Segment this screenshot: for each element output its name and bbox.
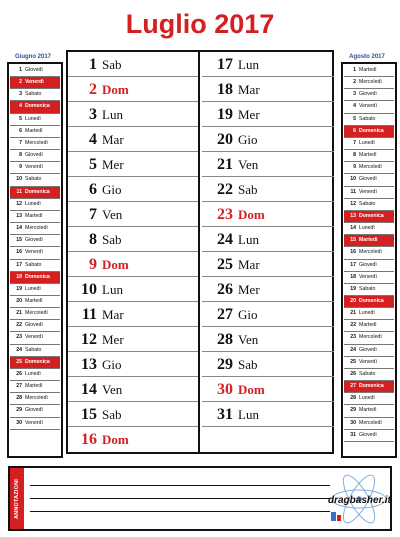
prev-month-calendar bbox=[7, 62, 63, 458]
day-cell bbox=[202, 77, 334, 102]
day-name: Mercoledì bbox=[359, 79, 382, 86]
day-row bbox=[344, 65, 394, 77]
day-name: Dom bbox=[102, 82, 129, 97]
day-row bbox=[10, 235, 60, 247]
logo bbox=[328, 470, 390, 528]
day-cell bbox=[68, 102, 198, 127]
day-number: 13 bbox=[16, 212, 22, 219]
day-name: Sabato bbox=[25, 176, 42, 183]
day-row bbox=[10, 199, 60, 211]
day-row bbox=[10, 247, 60, 259]
day-name: Mercoledì bbox=[359, 164, 382, 171]
day-name: Domenica bbox=[25, 103, 50, 110]
day-number: 4 bbox=[353, 103, 356, 110]
day-row bbox=[10, 308, 60, 320]
day-row bbox=[10, 418, 60, 430]
day-name: Domenica bbox=[25, 358, 50, 365]
day-number: 29 bbox=[217, 356, 233, 373]
day-number: 21 bbox=[16, 310, 22, 317]
day-number: 3 bbox=[353, 91, 356, 98]
day-number: 9 bbox=[353, 164, 356, 171]
day-name: Mer bbox=[102, 157, 124, 172]
day-number: 7 bbox=[353, 139, 356, 146]
day-row bbox=[344, 174, 394, 186]
day-row bbox=[10, 162, 60, 174]
day-name: Giovedì bbox=[25, 152, 43, 159]
day-number: 23 bbox=[350, 334, 356, 341]
day-name: Venerdì bbox=[25, 419, 43, 426]
holiday-row bbox=[10, 101, 60, 113]
day-number: 6 bbox=[89, 181, 97, 198]
holiday-row bbox=[10, 357, 60, 369]
day-number: 13 bbox=[350, 212, 356, 219]
day-name: Sabato bbox=[25, 346, 42, 353]
day-number: 28 bbox=[217, 331, 233, 348]
day-cell bbox=[68, 352, 198, 377]
day-name: Sab bbox=[102, 57, 122, 72]
day-name: Giovedì bbox=[25, 237, 43, 244]
next-month-title: Agosto 2017 bbox=[349, 54, 385, 60]
day-name: Domenica bbox=[25, 273, 50, 280]
day-row bbox=[10, 126, 60, 138]
day-number: 10 bbox=[81, 281, 97, 298]
day-number: 3 bbox=[89, 106, 97, 123]
day-number: 25 bbox=[350, 358, 356, 365]
day-number: 19 bbox=[350, 285, 356, 292]
day-name: Venerdì bbox=[25, 334, 43, 341]
day-name: Martedì bbox=[359, 407, 377, 414]
day-row bbox=[10, 284, 60, 296]
day-cell bbox=[68, 277, 198, 302]
day-number: 23 bbox=[16, 334, 22, 341]
day-cell bbox=[68, 302, 198, 327]
day-row bbox=[344, 260, 394, 272]
day-number: 5 bbox=[353, 115, 356, 122]
day-row bbox=[10, 332, 60, 344]
month-column-right bbox=[202, 52, 334, 452]
day-name: Ven bbox=[102, 207, 123, 222]
day-name: Lun bbox=[102, 282, 123, 297]
day-number: 22 bbox=[350, 322, 356, 329]
day-number: 30 bbox=[350, 419, 356, 426]
day-row bbox=[344, 162, 394, 174]
day-row bbox=[344, 405, 394, 417]
day-number: 28 bbox=[16, 395, 22, 402]
day-row bbox=[344, 138, 394, 150]
day-row bbox=[10, 174, 60, 186]
day-number: 3 bbox=[19, 91, 22, 98]
day-name: Lunedì bbox=[25, 200, 41, 207]
day-number: 14 bbox=[16, 225, 22, 232]
day-name: Sab bbox=[102, 232, 122, 247]
day-number: 16 bbox=[81, 431, 97, 448]
day-name: Lunedì bbox=[25, 285, 41, 292]
day-name: Gio bbox=[102, 357, 122, 372]
holiday-row bbox=[344, 235, 394, 247]
holiday-row bbox=[344, 126, 394, 138]
day-name: Lunedì bbox=[25, 370, 41, 377]
holiday-row bbox=[344, 211, 394, 223]
day-number: 10 bbox=[350, 176, 356, 183]
day-number: 4 bbox=[89, 131, 97, 148]
day-number: 26 bbox=[16, 370, 22, 377]
day-name: Martedì bbox=[25, 383, 43, 390]
day-number: 16 bbox=[350, 249, 356, 256]
day-name: Venerdì bbox=[359, 273, 377, 280]
note-line[interactable] bbox=[30, 485, 330, 486]
day-number: 18 bbox=[350, 273, 356, 280]
note-line[interactable] bbox=[30, 498, 330, 499]
day-name: Sabato bbox=[25, 261, 42, 268]
day-number: 30 bbox=[217, 381, 233, 398]
day-cell bbox=[202, 327, 334, 352]
day-name: Mar bbox=[238, 257, 260, 272]
day-number: 22 bbox=[217, 181, 233, 198]
day-row bbox=[10, 381, 60, 393]
day-name: Giovedì bbox=[359, 91, 377, 98]
day-name: Mer bbox=[238, 282, 260, 297]
day-number: 8 bbox=[19, 152, 22, 159]
day-row bbox=[10, 320, 60, 332]
holiday-row bbox=[344, 296, 394, 308]
day-number: 28 bbox=[350, 395, 356, 402]
day-name: Lun bbox=[238, 57, 259, 72]
day-cell bbox=[202, 252, 334, 277]
day-number: 11 bbox=[350, 188, 356, 195]
prev-month-title: Giugno 2017 bbox=[14, 54, 51, 60]
day-number: 7 bbox=[89, 206, 97, 223]
day-name: Domenica bbox=[359, 383, 384, 390]
day-number: 23 bbox=[217, 206, 233, 223]
day-name: Venerdì bbox=[25, 164, 43, 171]
day-name: Venerdì bbox=[359, 188, 377, 195]
day-name: Sabato bbox=[359, 200, 376, 207]
day-number: 2 bbox=[89, 81, 97, 98]
day-name: Domenica bbox=[359, 127, 384, 134]
day-number: 5 bbox=[19, 115, 22, 122]
day-name: Giovedì bbox=[25, 407, 43, 414]
day-name: Lun bbox=[238, 232, 259, 247]
day-cell bbox=[202, 202, 334, 227]
day-row bbox=[10, 150, 60, 162]
day-cell bbox=[202, 277, 334, 302]
day-name: Lun bbox=[102, 107, 123, 122]
day-name: Sabato bbox=[359, 115, 376, 122]
day-number: 11 bbox=[16, 188, 22, 195]
day-name: Giovedì bbox=[359, 431, 377, 438]
day-name: Mercoledì bbox=[25, 395, 48, 402]
day-cell bbox=[202, 152, 334, 177]
day-name: Sabato bbox=[25, 91, 42, 98]
day-number: 8 bbox=[89, 231, 97, 248]
holiday-row bbox=[10, 187, 60, 199]
day-number: 24 bbox=[16, 346, 22, 353]
day-cell bbox=[68, 152, 198, 177]
day-row bbox=[10, 89, 60, 101]
day-row bbox=[344, 357, 394, 369]
day-row bbox=[10, 393, 60, 405]
day-row bbox=[344, 369, 394, 381]
day-row bbox=[344, 308, 394, 320]
day-number: 21 bbox=[350, 310, 356, 317]
day-number: 20 bbox=[16, 297, 22, 304]
day-number: 14 bbox=[350, 225, 356, 232]
day-name: Ven bbox=[238, 157, 259, 172]
day-number: 27 bbox=[350, 383, 356, 390]
day-name: Sab bbox=[238, 357, 258, 372]
day-name: Gio bbox=[102, 182, 122, 197]
day-name: Venerdì bbox=[359, 103, 377, 110]
day-number: 2 bbox=[19, 79, 22, 86]
day-cell bbox=[68, 77, 198, 102]
day-number: 29 bbox=[16, 407, 22, 414]
day-row bbox=[344, 89, 394, 101]
day-number: 27 bbox=[16, 383, 22, 390]
day-name: Venerdì bbox=[359, 358, 377, 365]
day-name: Mar bbox=[102, 307, 124, 322]
day-number: 7 bbox=[19, 139, 22, 146]
day-name: Lunedì bbox=[25, 115, 41, 122]
day-row bbox=[10, 138, 60, 150]
day-cell bbox=[202, 102, 334, 127]
day-number: 25 bbox=[16, 358, 22, 365]
day-name: Ven bbox=[238, 332, 259, 347]
day-row bbox=[10, 296, 60, 308]
day-name: Mercoledì bbox=[25, 310, 48, 317]
day-cell bbox=[202, 402, 334, 427]
day-name: Martedì bbox=[359, 152, 377, 159]
day-number: 20 bbox=[217, 131, 233, 148]
logo-text: dragbasher.it bbox=[328, 495, 391, 506]
day-number: 26 bbox=[350, 370, 356, 377]
day-cell bbox=[202, 352, 334, 377]
day-cell bbox=[68, 252, 198, 277]
day-name: Martedì bbox=[25, 127, 43, 134]
day-name: Mercoledì bbox=[25, 139, 48, 146]
day-name: Venerdì bbox=[25, 249, 43, 256]
day-cell bbox=[202, 127, 334, 152]
day-number: 13 bbox=[81, 356, 97, 373]
day-row bbox=[344, 345, 394, 357]
day-cell bbox=[68, 402, 198, 427]
day-number: 27 bbox=[217, 306, 233, 323]
day-name: Dom bbox=[238, 207, 265, 222]
day-number: 5 bbox=[89, 156, 97, 173]
day-name: Mer bbox=[238, 107, 260, 122]
day-number: 15 bbox=[350, 237, 356, 244]
day-name: Dom bbox=[102, 432, 129, 447]
day-number: 1 bbox=[353, 67, 356, 73]
day-name: Dom bbox=[102, 257, 129, 272]
day-name: Sab bbox=[102, 407, 122, 422]
day-cell bbox=[202, 177, 334, 202]
day-row bbox=[344, 187, 394, 199]
day-row bbox=[344, 114, 394, 126]
day-name: Martedì bbox=[359, 67, 377, 73]
day-row bbox=[344, 223, 394, 235]
day-name: Gio bbox=[238, 132, 258, 147]
day-number: 19 bbox=[16, 285, 22, 292]
day-number: 9 bbox=[89, 256, 97, 273]
day-name: Dom bbox=[238, 382, 265, 397]
day-number: 31 bbox=[217, 406, 233, 423]
day-cell bbox=[68, 177, 198, 202]
day-name: Mercoledì bbox=[359, 334, 382, 341]
day-cell bbox=[68, 202, 198, 227]
day-number: 17 bbox=[16, 261, 22, 268]
day-row bbox=[344, 332, 394, 344]
day-name: Sabato bbox=[359, 285, 376, 292]
day-name: Giovedì bbox=[359, 261, 377, 268]
month-grid bbox=[66, 50, 334, 454]
day-name: Mercoledì bbox=[25, 225, 48, 232]
day-number: 18 bbox=[217, 81, 233, 98]
day-name: Lunedì bbox=[359, 225, 375, 232]
day-cell bbox=[68, 127, 198, 152]
day-number: 22 bbox=[16, 322, 22, 329]
day-number: 19 bbox=[217, 106, 233, 123]
day-name: Sab bbox=[238, 182, 258, 197]
day-name: Ven bbox=[102, 382, 123, 397]
day-number: 21 bbox=[217, 156, 233, 173]
day-row bbox=[344, 418, 394, 430]
holiday-row bbox=[10, 272, 60, 284]
day-row bbox=[10, 65, 60, 77]
day-row bbox=[344, 247, 394, 259]
day-number: 17 bbox=[217, 56, 233, 73]
day-row bbox=[344, 101, 394, 113]
day-row bbox=[344, 272, 394, 284]
next-month-calendar bbox=[341, 62, 397, 458]
day-row bbox=[10, 211, 60, 223]
day-name: Mar bbox=[238, 82, 260, 97]
day-number: 2 bbox=[353, 79, 356, 86]
day-name: Mar bbox=[102, 132, 124, 147]
day-number: 6 bbox=[19, 127, 22, 134]
day-row bbox=[344, 393, 394, 405]
notes-label bbox=[10, 468, 24, 529]
day-cell bbox=[202, 377, 334, 402]
day-number: 20 bbox=[350, 297, 356, 304]
day-row bbox=[344, 284, 394, 296]
day-name: Lunedì bbox=[359, 310, 375, 317]
day-row bbox=[344, 77, 394, 89]
notes-label-text: ANNOTAZIONI bbox=[14, 478, 20, 519]
day-number: 26 bbox=[217, 281, 233, 298]
day-row bbox=[10, 369, 60, 381]
day-number: 12 bbox=[16, 200, 22, 207]
day-number: 18 bbox=[16, 273, 22, 280]
day-number: 1 bbox=[89, 56, 97, 73]
day-number: 1 bbox=[19, 67, 22, 73]
day-row bbox=[344, 430, 394, 442]
day-number: 12 bbox=[350, 200, 356, 207]
day-name: Domenica bbox=[359, 297, 384, 304]
day-name: Giovedì bbox=[25, 322, 43, 329]
day-number: 14 bbox=[81, 381, 97, 398]
day-name: Giovedì bbox=[25, 67, 43, 73]
holiday-row bbox=[344, 381, 394, 393]
day-number: 8 bbox=[353, 152, 356, 159]
day-name: Mer bbox=[102, 332, 124, 347]
day-number: 25 bbox=[217, 256, 233, 273]
day-number: 11 bbox=[81, 306, 97, 323]
day-row bbox=[10, 114, 60, 126]
day-number: 15 bbox=[81, 406, 97, 423]
day-number: 10 bbox=[16, 176, 22, 183]
day-name: Domenica bbox=[359, 212, 384, 219]
empty-cell bbox=[202, 427, 334, 452]
day-number: 12 bbox=[81, 331, 97, 348]
day-row bbox=[10, 223, 60, 235]
page-title: Luglio 2017 bbox=[125, 9, 275, 39]
day-name: Lun bbox=[238, 407, 259, 422]
day-name: Lunedì bbox=[359, 139, 375, 146]
holiday-row bbox=[10, 77, 60, 89]
day-number: 24 bbox=[350, 346, 356, 353]
day-number: 16 bbox=[16, 249, 22, 256]
day-number: 31 bbox=[350, 431, 356, 438]
day-row bbox=[344, 199, 394, 211]
day-number: 29 bbox=[350, 407, 356, 414]
day-name: Martedì bbox=[25, 297, 43, 304]
day-row bbox=[10, 345, 60, 357]
day-name: Venerdì bbox=[25, 79, 44, 86]
day-name: Gio bbox=[238, 307, 258, 322]
day-cell bbox=[202, 302, 334, 327]
day-name: Mercoledì bbox=[359, 249, 382, 256]
day-name: Lunedì bbox=[359, 395, 375, 402]
day-name: Sabato bbox=[359, 370, 376, 377]
day-number: 4 bbox=[19, 103, 22, 110]
day-row bbox=[10, 260, 60, 272]
day-number: 9 bbox=[19, 164, 22, 171]
note-line[interactable] bbox=[30, 511, 330, 512]
day-cell bbox=[202, 52, 334, 77]
day-number: 6 bbox=[353, 127, 356, 134]
day-name: Domenica bbox=[25, 188, 50, 195]
day-number: 24 bbox=[217, 231, 233, 248]
day-name: Mercoledì bbox=[359, 419, 382, 426]
day-name: Martedì bbox=[359, 237, 378, 244]
day-name: Giovedì bbox=[359, 346, 377, 353]
day-cell bbox=[202, 227, 334, 252]
day-number: 15 bbox=[16, 237, 22, 244]
day-row bbox=[344, 150, 394, 162]
day-cell bbox=[68, 377, 198, 402]
day-cell bbox=[68, 52, 198, 77]
day-row bbox=[344, 320, 394, 332]
day-number: 17 bbox=[350, 261, 356, 268]
day-cell bbox=[68, 327, 198, 352]
day-name: Martedì bbox=[359, 322, 377, 329]
month-column-left bbox=[68, 52, 200, 452]
day-number: 30 bbox=[16, 419, 22, 426]
day-row bbox=[10, 405, 60, 417]
day-name: Martedì bbox=[25, 212, 43, 219]
day-cell bbox=[68, 427, 198, 452]
day-cell bbox=[68, 227, 198, 252]
notes-box bbox=[8, 466, 392, 531]
day-name: Giovedì bbox=[359, 176, 377, 183]
